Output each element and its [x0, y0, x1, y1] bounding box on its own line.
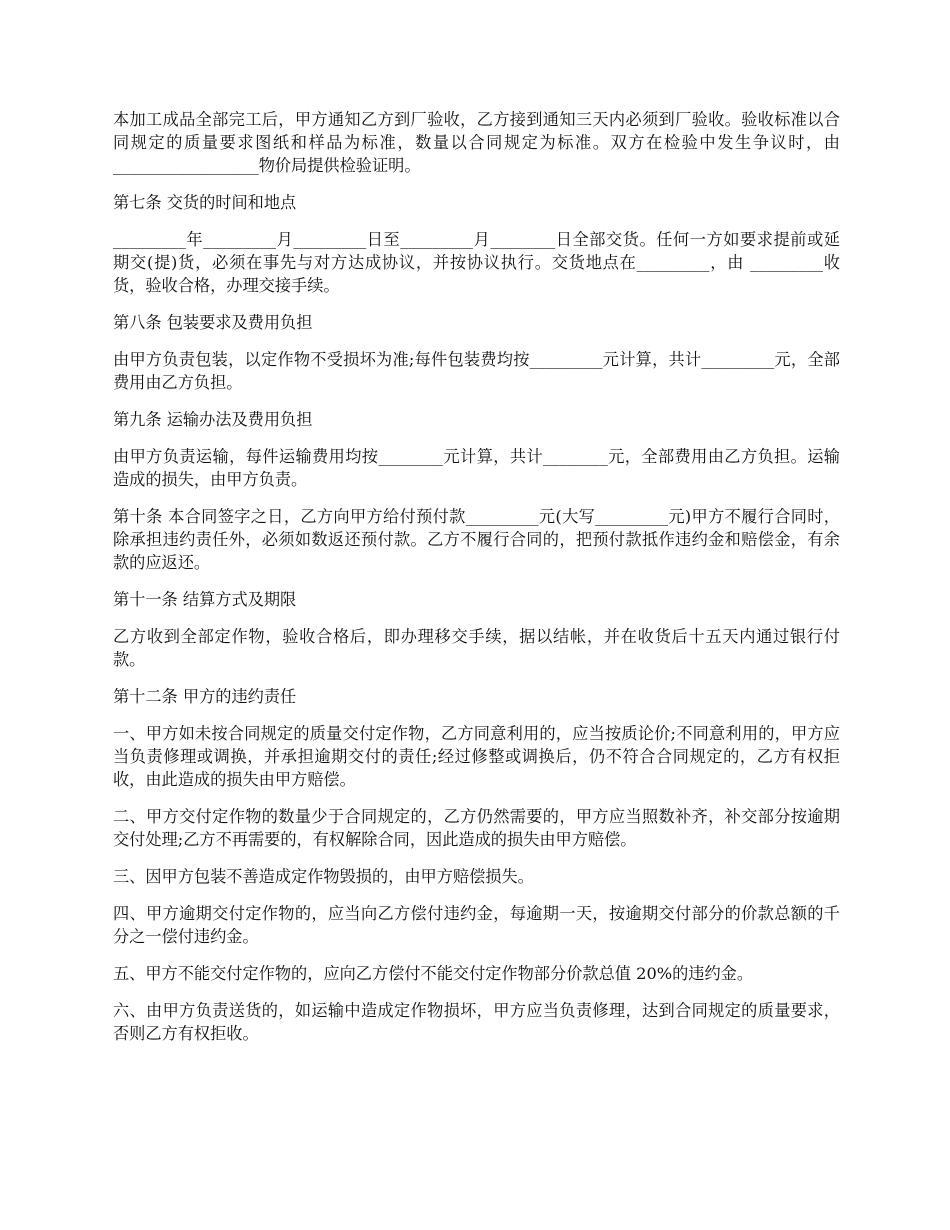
paragraph-acceptance: 本加工成品全部完工后，甲方通知乙方到厂验收，乙方接到通知三天内必须到厂验收。验收标准以合同规定的质量要求图纸和样品为标准，数量以合同规定为标准。双方在检验中发生争议时，由__________________物价局提供检验证明。 — [113, 110, 840, 175]
paragraph-delivery-time-place: _________年_________月_________日至_________月________日全部交货。任何一方如要求提前或延期交(提)货，必须在事先与对方达成协议，并按协议执行。交货地点在_________，由 _________收货，验收合格，办理交接手续。 — [113, 230, 840, 295]
paragraph-liability-2: 二、甲方交付定作物的数量少于合同规定的，乙方仍然需要的，甲方应当照数补齐，补交部分按逾期交付处理;乙方不再需要的，有权解除合同，因此造成的损失由甲方赔偿。 — [113, 807, 840, 849]
paragraph-liability-4: 四、甲方逾期交付定作物的，应当向乙方偿付违约金，每逾期一天，按逾期交付部分的价款总额的千分之一偿付违约金。 — [113, 904, 840, 946]
paragraph-liability-3: 三、因甲方包装不善造成定作物毁损的，由甲方赔偿损失。 — [113, 867, 534, 886]
heading-article-7: 第七条 交货的时间和地点 — [113, 193, 297, 212]
paragraph-article-10-prepayment: 第十条 本合同签字之日，乙方向甲方给付预付款_________元(大写_________元)甲方不履行合同时，除承担违约责任外，必须如数返还预付款。乙方不履行合同的，把预付款抵作违约金和赔偿金，有余款的应返还。 — [113, 507, 840, 572]
paragraph-settlement: 乙方收到全部定作物，验收合格后，即办理移交手续，据以结帐，并在收货后十五天内通过银行付款。 — [113, 627, 840, 669]
paragraph-liability-1: 一、甲方如未按合同规定的质量交付定作物，乙方同意利用的，应当按质论价;不同意利用的，甲方应当负责修理或调换，并承担逾期交付的责任;经过修整或调换后，仍不符合合同规定的，乙方有权拒收，由此造成的损失由甲方赔偿。 — [113, 724, 840, 789]
paragraph-liability-5: 五、甲方不能交付定作物的，应向乙方偿付不能交付定作物部分价款总值 20%的违约金。 — [113, 964, 754, 983]
paragraph-packaging: 由甲方负责包装，以定作物不受损坏为准;每件包装费均按_________元计算，共计_________元，全部费用由乙方负担。 — [113, 350, 840, 392]
heading-article-8: 第八条 包装要求及费用负担 — [113, 313, 313, 332]
document-page — [113, 108, 840, 1059]
heading-article-11: 第十一条 结算方式及期限 — [113, 590, 297, 609]
heading-article-9: 第九条 运输办法及费用负担 — [113, 410, 313, 429]
paragraph-liability-6: 六、由甲方负责送货的，如运输中造成定作物损坏，甲方应当负责修理，达到合同规定的质量要求，否则乙方有权拒收。 — [113, 1001, 840, 1043]
heading-article-12: 第十二条 甲方的违约责任 — [113, 687, 297, 706]
paragraph-transport: 由甲方负责运输，每件运输费用均按________元计算，共计________元，全部费用由乙方负担。运输造成的损失，由甲方负责。 — [113, 447, 840, 489]
